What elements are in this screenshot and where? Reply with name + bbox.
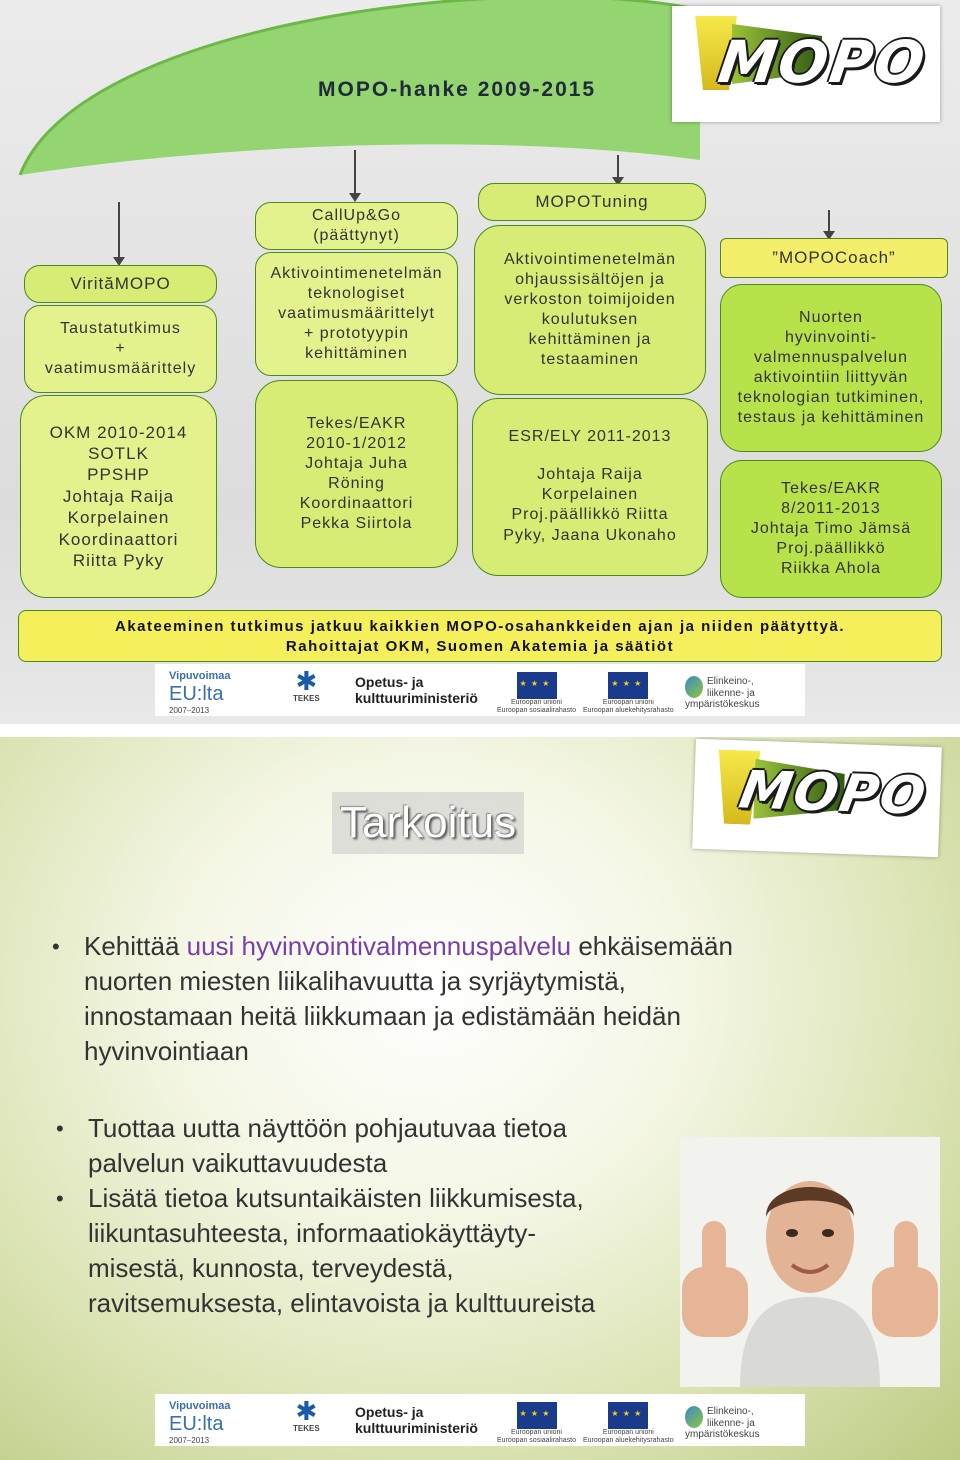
eu-social-fund-logo: ★ ★ ★ Euroopan unioni Euroopan sosiaalirahasto bbox=[497, 1402, 576, 1445]
banner-line-2: Rahoittajat OKM, Suomen Akatemia ja säätiöt bbox=[285, 638, 675, 655]
ely-keskus-logo: Elinkeino-, liikenne- ja ympäristökeskus bbox=[685, 676, 760, 710]
mopo-logo bbox=[672, 6, 940, 122]
mopotuning-description-box: Aktivointimenetelmän ohjaussisältöjen ja verkoston toimijoiden koulutuksen kehittäminen ja testaaminen bbox=[474, 225, 706, 395]
mopotuning-funding-head: ESR/ELY 2011-2013 bbox=[508, 428, 672, 445]
eu-social-fund-logo: ★ ★ ★ Euroopan unioni Euroopan sosiaalirahasto bbox=[497, 672, 576, 715]
tekes-logo: ✱ TEKES bbox=[293, 666, 320, 703]
tekes-logo: ✱ TEKES bbox=[293, 1396, 320, 1433]
arrow-down-icon bbox=[617, 155, 619, 180]
slide-mopo-hanke bbox=[0, 0, 960, 724]
eu-regional-fund-logo: ★ ★ ★ Euroopan unioni Euroopan aluekehitysrahasto bbox=[583, 1402, 674, 1445]
eu-flag-icon bbox=[517, 1402, 557, 1429]
mopotuning-title-box: MOPOTuning bbox=[478, 183, 706, 221]
mopocoach-title-box: ”MOPOCoach” bbox=[720, 238, 948, 278]
opetusministerio-logo: Opetus- ja kulttuuriministeriö bbox=[355, 1404, 478, 1437]
callupgo-description-box: Aktivointimenetelmän teknologiset vaatimusmäärittelyt + prototyypin kehittäminen bbox=[255, 252, 458, 376]
mopocoach-description-box: Nuorten hyvinvointi- valmennuspalvelun aktivointiin liittyvän teknologian tutkiminen, testaus ja kehittäminen bbox=[720, 284, 942, 452]
banner-line-1: Akateeminen tutkimus jatkuu kaikkien MOPO-osahankkeiden ajan ja niiden päätyttyä. bbox=[114, 618, 846, 635]
slide2-title: Tarkoitus bbox=[332, 792, 524, 854]
eu-flag-icon bbox=[608, 672, 648, 699]
viritamopo-description-box: Taustatutkimus + vaatimusmäärittely bbox=[24, 305, 217, 393]
ely-keskus-logo: Elinkeino-, liikenne- ja ympäristökeskus bbox=[685, 1406, 760, 1440]
vipuvoimaa-logo: Vipuvoimaa EU:lta 2007–2013 bbox=[169, 670, 231, 715]
tekes-star-icon: ✱ bbox=[295, 1396, 318, 1426]
funder-logos bbox=[155, 1394, 805, 1446]
tekes-star-icon: ✱ bbox=[295, 666, 318, 696]
mopotuning-funding-text: Johtaja Raija Korpelainen Proj.päällikkö Riitta Pyky, Jaana Ukonaho bbox=[503, 466, 677, 544]
bullet-list-secondary bbox=[56, 1111, 676, 1321]
mopocoach-funding-box: Tekes/EAKR 8/2011-2013 Johtaja Timo Jämsä Proj.päällikkö Riikka Ahola bbox=[720, 460, 942, 598]
arrow-down-icon bbox=[118, 202, 120, 260]
mopotuning-funding-box bbox=[472, 398, 708, 576]
funder-logos bbox=[155, 664, 805, 716]
opetusministerio-logo: Opetus- ja kulttuuriministeriö bbox=[355, 674, 478, 707]
bullet-list-primary bbox=[52, 929, 872, 1069]
thumbs-up-photo bbox=[680, 1137, 940, 1387]
ely-arrows-icon bbox=[685, 676, 703, 698]
mopo-wordmark: MOPO bbox=[734, 760, 932, 827]
bullet-produce-evidence: • Tuottaa uutta näyttöön pohjautuvaa tietoa palvelun vaikuttavuudesta bbox=[56, 1111, 676, 1181]
bullet-develop-service: • Kehittää uusi hyvinvointivalmennuspalvelu ehkäisemään nuorten miesten liikalihavuutta ja syrjäytymistä, innostamaan heitä liikkumaan ja edistämään heidän hyvinvointiaan bbox=[52, 929, 872, 1069]
highlighted-service-name: uusi hyvinvointivalmennuspalvelu bbox=[186, 931, 572, 961]
slide-divider bbox=[0, 724, 960, 737]
callupgo-title-box: CallUp&Go (päättynyt) bbox=[255, 202, 458, 250]
bullet-increase-knowledge: • Lisätä tietoa kutsuntaikäisten liikkumisesta, liikuntasuhteesta, informaatiokäyttäyty- misestä, kunnosta, terveydestä, ravitsemuksesta, elintavoista ja kulttuureista bbox=[56, 1181, 676, 1321]
arrow-down-icon bbox=[354, 150, 356, 196]
viritamopo-funding-box: OKM 2010-2014 SOTLK PPSHP Johtaja Raija Korpelainen Koordinaattori Riitta Pyky bbox=[20, 395, 217, 598]
slide-tarkoitus bbox=[0, 737, 960, 1460]
vipuvoimaa-logo: Vipuvoimaa EU:lta 2007–2013 bbox=[169, 1400, 231, 1445]
slide1-title: MOPO-hanke 2009-2015 bbox=[318, 78, 597, 101]
ely-arrows-icon bbox=[685, 1406, 703, 1428]
mopo-wordmark: MOPO bbox=[714, 28, 931, 96]
eu-regional-fund-logo: ★ ★ ★ Euroopan unioni Euroopan aluekehitysrahasto bbox=[583, 672, 674, 715]
eu-flag-icon bbox=[608, 1402, 648, 1429]
viritamopo-title-box: VirităMOPO bbox=[24, 265, 217, 303]
callupgo-funding-box: Tekes/EAKR 2010-1/2012 Johtaja Juha Röning Koordinaattori Pekka Siirtola bbox=[255, 380, 458, 568]
eu-flag-icon bbox=[517, 672, 557, 699]
arrow-down-icon bbox=[828, 210, 830, 234]
mopo-logo bbox=[692, 739, 942, 858]
research-banner bbox=[18, 610, 942, 662]
